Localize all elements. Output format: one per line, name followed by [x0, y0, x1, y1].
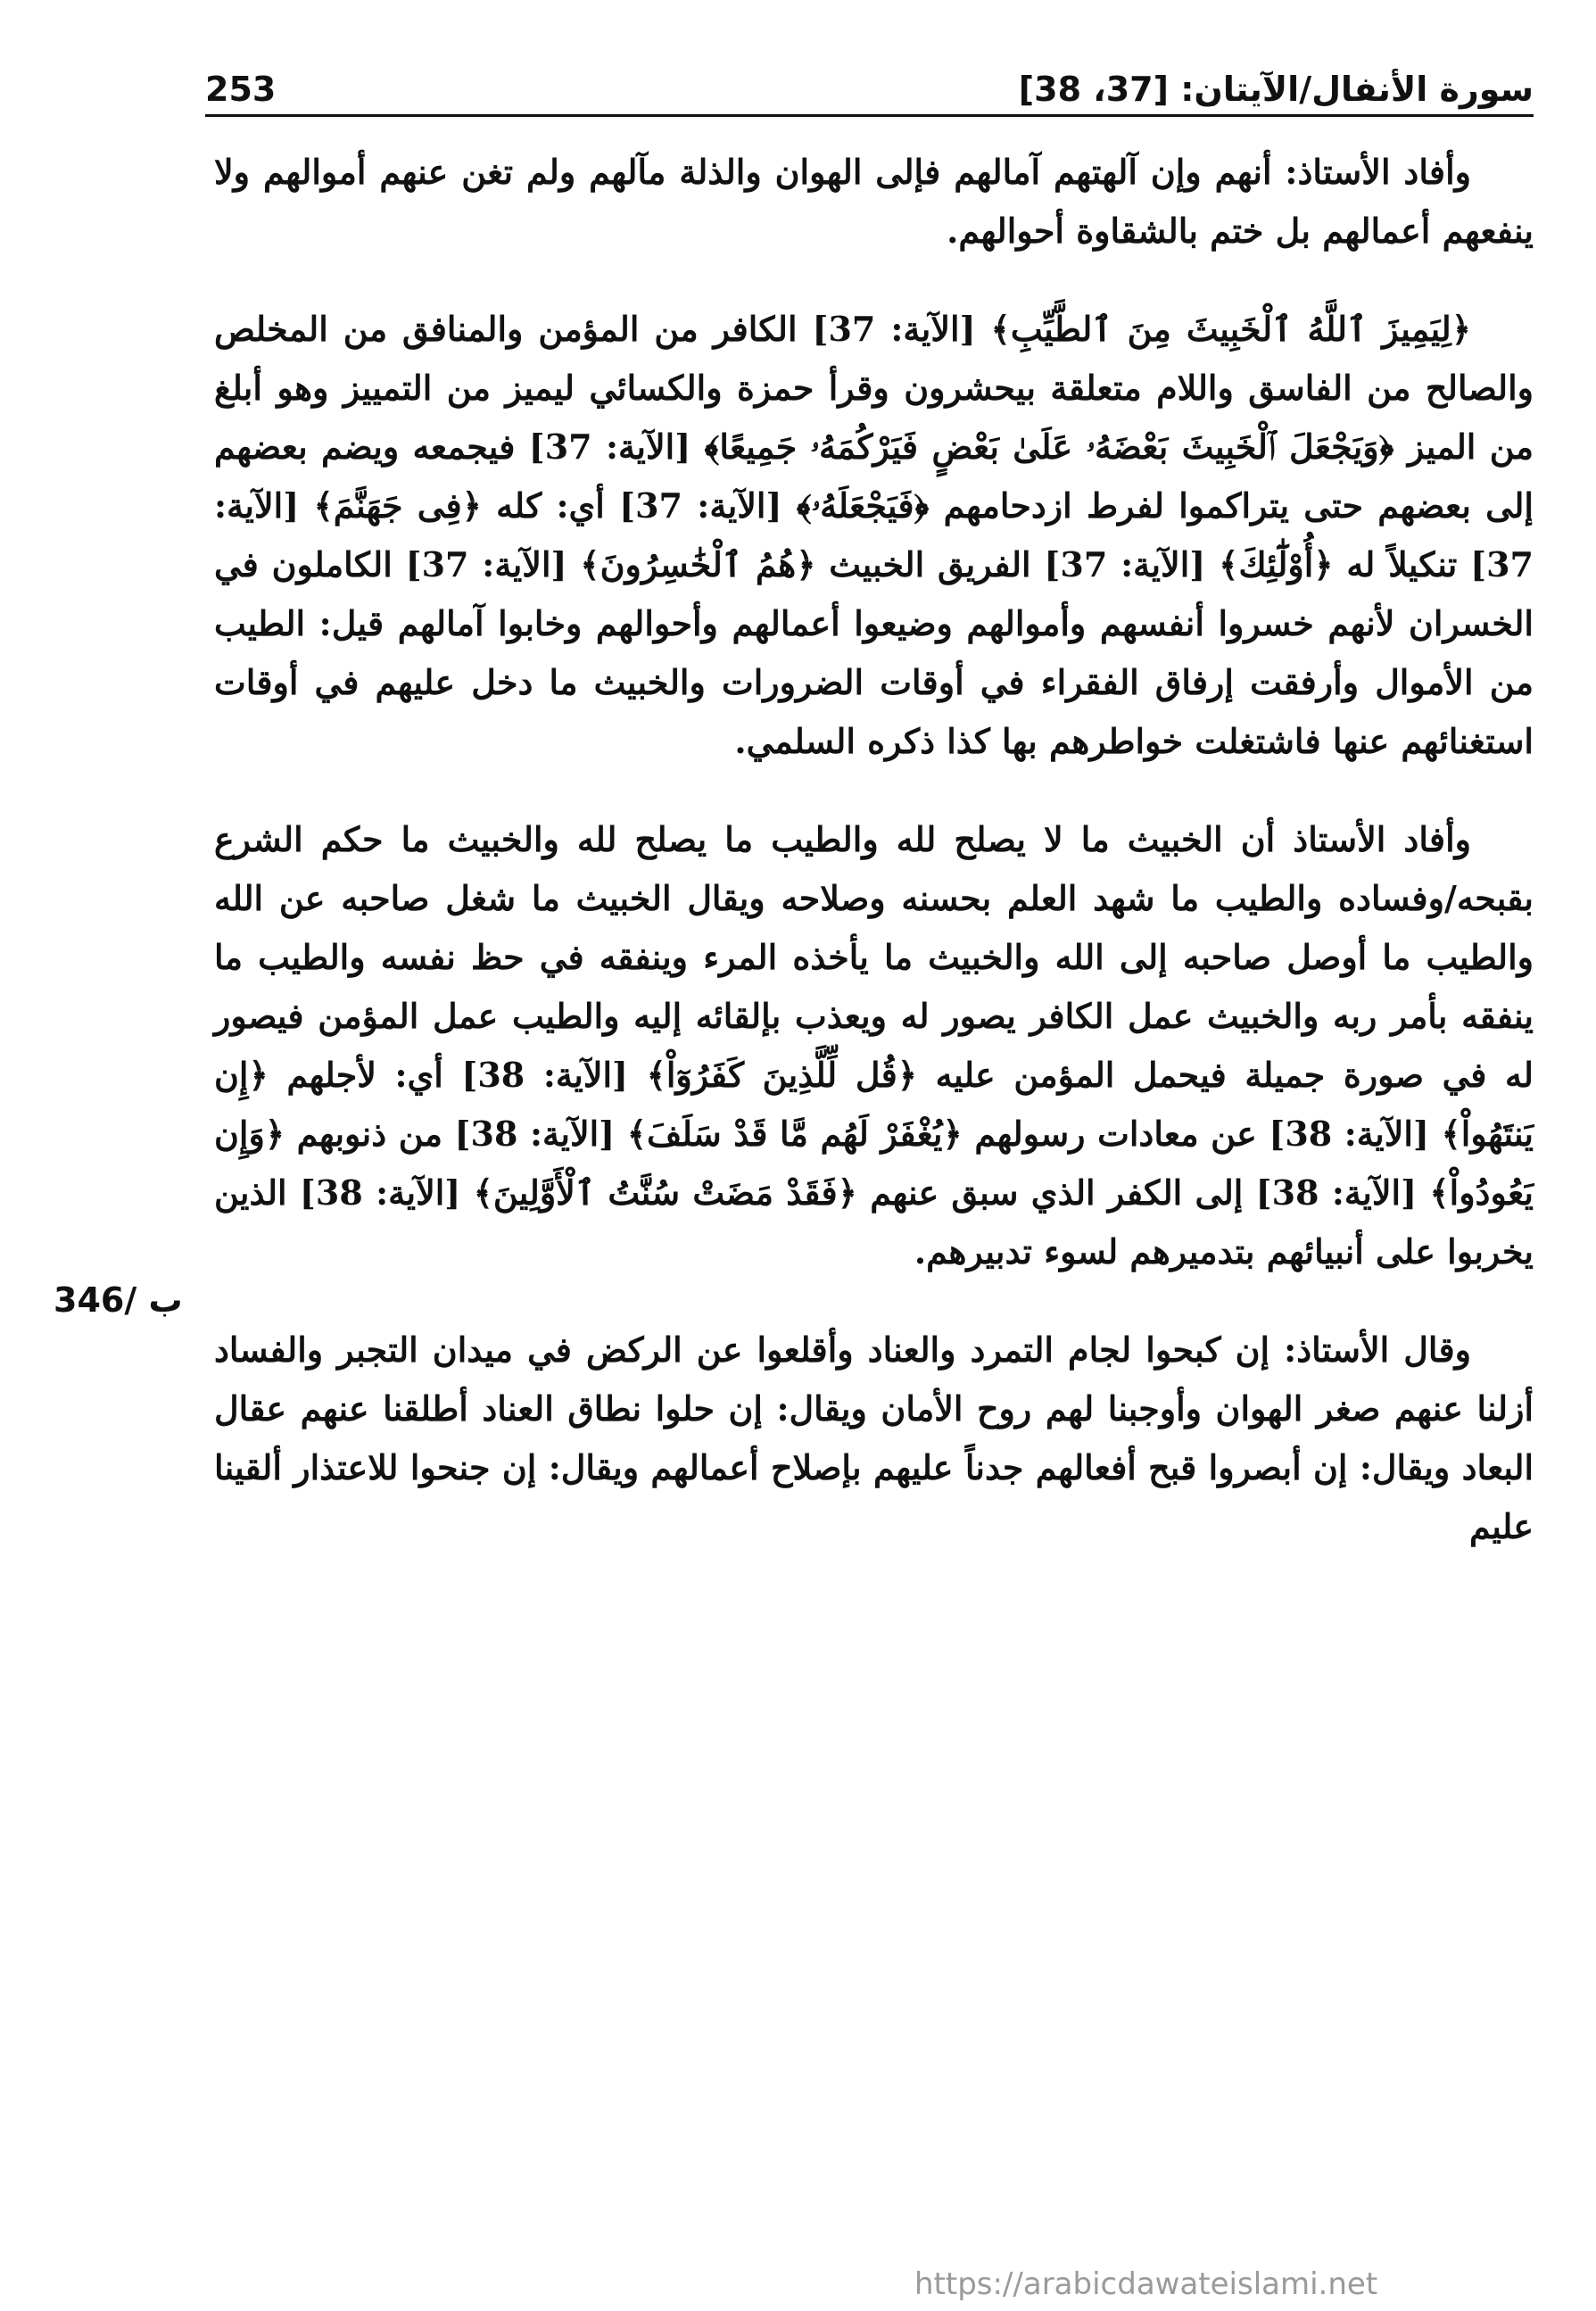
paragraph-3: وأفاد الأستاذ أن الخبيث ما لا يصلح لله والطيب ما يصلح لله والخبيث ما حكم الشرع بقبحه/وفساده والطيب ما شهد العلم بحسنه وصلاحه ويقال الخبيث ما شغل صاحبه عن الله والطيب ما أوصل صاحبه إلى الله والخبيث ما يأخذه المرء وينفقه في حظ نفسه والطيب ما ينفقه بأمر ربه والخبيث عمل الكافر يصور له ويعذب بإلقائه إليه والطيب عمل المؤمن فيصور له في صورة جميلة فيحمل المؤمن عليه ﴿قُل لِّلَّذِينَ كَفَرُوٓاْ﴾ [الآية: 38] أي: لأجلهم ﴿إِن يَنتَهُواْ﴾ [الآية: 38] عن معادات رسولهم ﴿يُغْفَرْ لَهُم مَّا قَدْ سَلَفَ﴾ [الآية: 38] من ذنوبهم ﴿وَإِن يَعُودُواْ﴾ [الآية: 38] إلى الكفر الذي سبق عنهم ﴿فَقَدْ مَضَتْ سُنَّتُ ٱلْأَوَّلِينَ﴾ [الآية: 38] الذين يخربوا على أنبيائهم بتدميرهم لسوء تدبيرهم.: [214, 819, 1534, 1271]
paragraph-1: وأفاد الأستاذ: أنهم وإن آلهتهم آمالهم فإلى الهوان والذلة مآلهم ولم تغن عنهم أموالهم ولا ينفعهم أعمالهم بل ختم بالشقاوة أحوالهم.: [214, 152, 1534, 251]
watermark-url: https://arabicdawateislami.net: [914, 2266, 1378, 2302]
main-text: [214, 143, 1534, 1595]
paragraph-2: ﴿لِيَمِيزَ ٱللَّهُ ٱلْخَبِيثَ مِنَ ٱلطَّيِّبِ﴾ [الآية: 37] الكافر من المؤمن والمنافق من المخلص والصالح من الفاسق واللام متعلقة بيحشرون وقرأ حمزة والكسائي ليميز من التمييز وهو أبلغ من الميز ﴿وَيَجْعَلَ ٱلْخَبِيثَ بَعْضَهُۥ عَلَىٰ بَعْضٍ فَيَرْكُمَهُۥ جَمِيعًا﴾ [الآية: 37] فيجمعه ويضم بعضهم إلى بعضهم حتى يتراكموا لفرط ازدحامهم ﴿فَيَجْعَلَهُۥ﴾ [الآية: 37] أي: كله ﴿فِى جَهَنَّمَ﴾ [الآية: 37] تنكيلاً له ﴿أُوْلَٰٓئِكَ﴾ [الآية: 37] الفريق الخبيث ﴿هُمُ ٱلْخَٰسِرُونَ﴾ [الآية: 37] الكاملون في الخسران لأنهم خسروا أنفسهم وأموالهم وضيعوا أعمالهم وأحوالهم وخابوا آمالهم قيل: الطيب من الأموال وأرفقت إرفاق الفقراء في أوقات الضرورات والخبيث ما دخل عليهم في أوقات استغنائهم عنها فاشتغلت خواطرهم بها كذا ذكره السلمي.: [214, 309, 1534, 761]
header-divider: [205, 114, 1534, 117]
paragraph-4: وقال الأستاذ: إن كبحوا لجام التمرد والعناد وأقلعوا عن الركض في ميدان التجبر والفساد أزلنا عنهم صغر الهوان وأوجبنا لهم روح الأمان ويقال: إن حلوا نطاق العناد أطلقنا عنهم عقال البعاد ويقال: إن أبصروا قبح أفعالهم جدناً عليهم بإصلاح أعمالهم ويقال: إن جنحوا للاعتذار ألقينا عليم: [214, 1329, 1534, 1546]
surah-title: سورة الأنفال/الآيتان: [37، 38]: [1018, 70, 1534, 109]
page-header: [205, 46, 1534, 109]
page-number: 253: [205, 70, 277, 109]
manuscript-folio-note: 346/ ب: [54, 1280, 183, 1320]
